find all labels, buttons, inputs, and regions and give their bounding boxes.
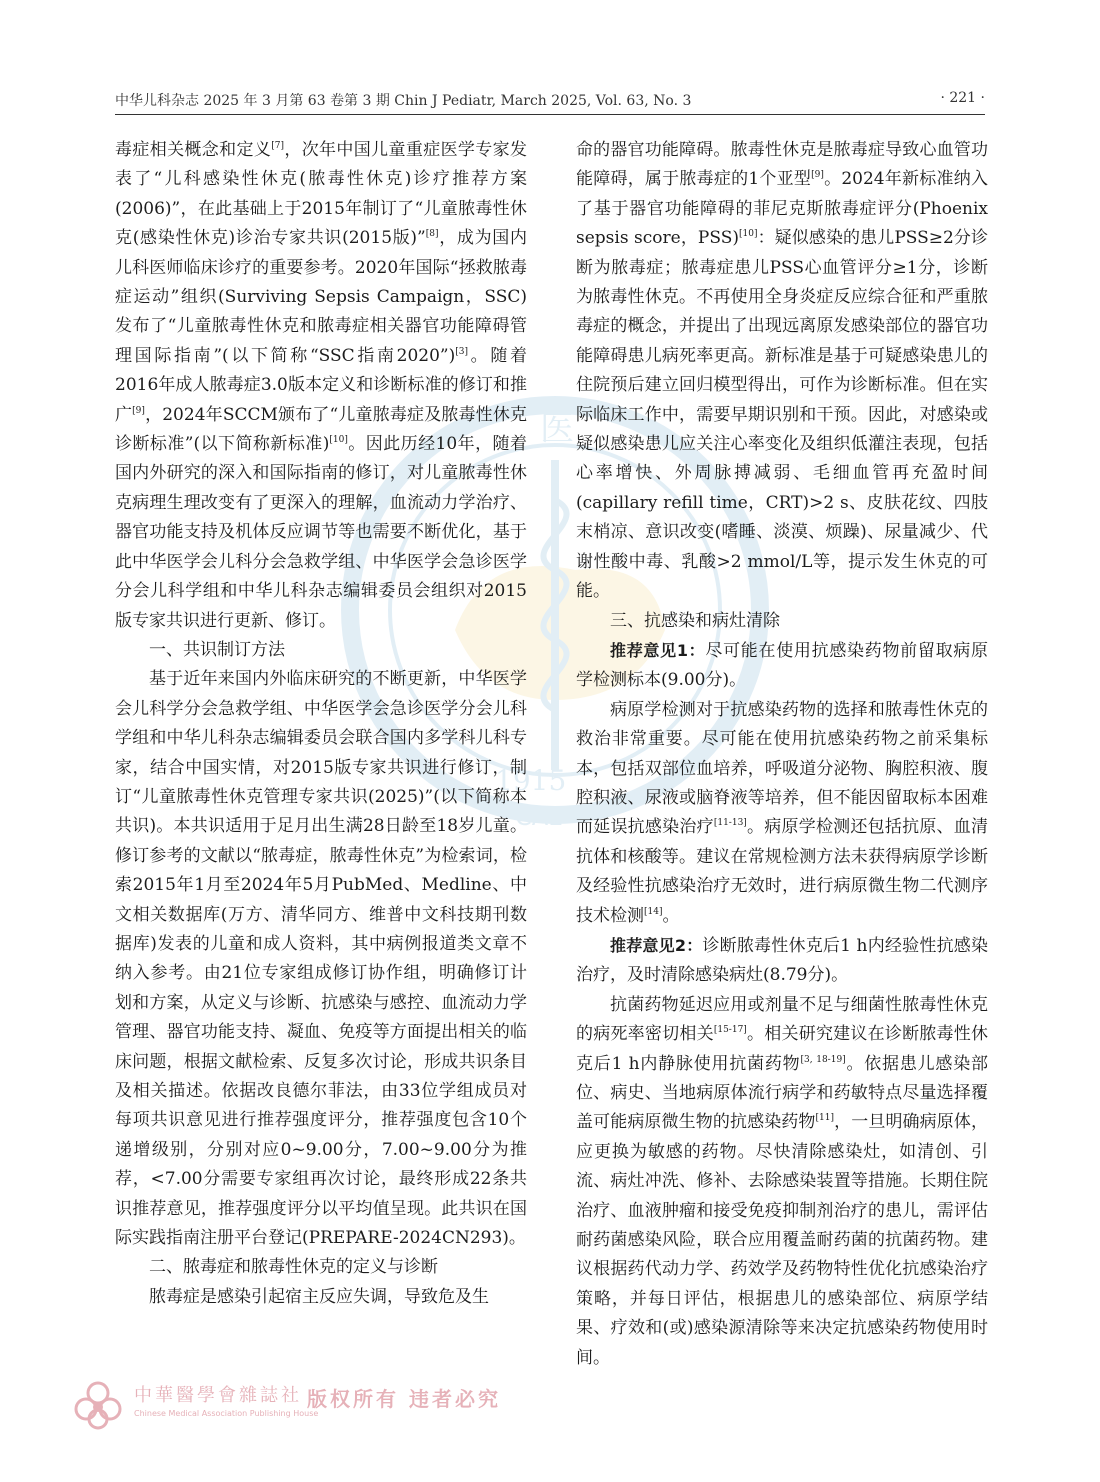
flower-logo-icon <box>72 1379 124 1431</box>
left-column <box>115 136 527 1312</box>
paragraph: 命的器官功能障碍。脓毒性休克是脓毒症导致心血管功能障碍，属于脓毒症的1个亚型[9]。2024年新标准纳入了基于器官功能障碍的菲尼克斯脓毒症评分(Phoenix sepsis score，PSS)[10]：疑似感染的患儿PSS≥2分诊断为脓毒症；脓毒症患儿PSS心血管评分≥1分，诊断为脓毒性休克。不再使用全身炎症反应综合征和严重脓毒症的概念，并提出了出现远离原发感染部位的器官功能障碍患儿病死率更高。新标准是基于可疑感染患儿的住院预后建立回归模型得出，可作为诊断标准。但在实际临床工作中，需要早期识别和干预。因此，对感染或疑似感染患儿应关注心率变化及组织低灌注表现，包括心率增快、外周脉搏减弱、毛细血管再充盈时间(capillary refill time，CRT)>2 s、皮肤花纹、四肢末梢凉、意识改变(嗜睡、淡漠、烦躁)、尿量减少、代谢性酸中毒、乳酸>2 mmol/L等，提示发生休克的可能。 <box>576 140 989 602</box>
citation: [9] <box>811 170 824 181</box>
publisher-logo <box>72 1375 501 1435</box>
recommendation-label: 推荐意见2： <box>610 935 703 955</box>
citation: [3] <box>455 346 468 357</box>
recommendation: 推荐意见1：尽可能在使用抗感染药物前留取病原学检测标本(9.00分)。 <box>576 640 989 691</box>
citation: [3, 18-19] <box>800 1054 846 1065</box>
watermark-year: 1915 <box>495 764 567 797</box>
paragraph: 基于近年来国内外临床研究的不断更新，中华医学会儿科学分会急救学组、中华医学会急诊医学分会儿科学组和中华儿科杂志编辑委员会联合国内多学科儿科专家，结合中国实情，对2015版专家共识进行修订，制订“儿童脓毒性休克管理专家共识(2025)”(以下简称本共识)。本共识适用于足月出生满28日龄至18岁儿童。修订参考的文献以“脓毒症，脓毒性休克”为检索词，检索2015年1月至2024年5月PubMed、Medline、中文相关数据库(万方、清华同方、维普中文科技期刊数据库)发表的儿童和成人资料，其中病例报道类文章不纳入参考。由21位专家组成修订协作组，明确修订计划和方案，从定义与诊断、抗感染与感控、血流动力学管理、器官功能支持、凝血、免疫等方面提出相关的临床问题，根据文献检索、反复多次讨论，形成共识条目及相关描述。依据改良德尔菲法，由33位学组成员对每项共识意见进行推荐强度评分，推荐强度包含10个递增级别，分别对应0~9.00分，7.00~9.00分为推荐，<7.00分需要专家组再次讨论，最终形成22条共识推荐意见，推荐强度评分以平均值呈现。此共识在国际实践指南注册平台登记(PREPARE-2024CN293)。 <box>115 669 527 1249</box>
section-heading: 一、共识制订方法 <box>149 639 285 660</box>
citation: [11] <box>815 1113 835 1124</box>
section-heading: 二、脓毒症和脓毒性休克的定义与诊断 <box>149 1257 438 1278</box>
recommendation-label: 推荐意见1： <box>610 640 706 660</box>
page-number: · 221 · <box>940 90 985 106</box>
journal-info: 中华儿科杂志 2025 年 3 月第 63 卷第 3 期 Chin J Pediatr, March 2025, Vol. 63, No. 3 <box>115 93 692 109</box>
watermark-text: CAL <box>515 803 562 831</box>
running-header <box>115 90 985 112</box>
citation: [15-17] <box>713 1025 747 1036</box>
recommendation: 推荐意见2：诊断脓毒性休克后1 h内经验性抗感染治疗，及时清除感染病灶(8.79分)。 <box>576 935 988 986</box>
section-heading: 三、抗感染和病灶清除 <box>610 610 780 631</box>
paragraph: 脓毒症是感染引起宿主反应失调，导致危及生 <box>149 1286 489 1307</box>
paragraph: 毒症相关概念和定义[7]，次年中国儿童重症医学专家发表了“儿科感染性休克(脓毒性休克)诊疗推荐方案(2006)”，在此基础上于2015年制订了“儿童脓毒性休克(感染性休克)诊治专家共识(2015版)”[8]，成为国内儿科医师临床诊疗的重要参考。2020年国际“拯救脓毒症运动”组织(Surviving Sepsis Campaign，SSC)发布了“儿童脓毒性休克和脓毒症相关器官功能障碍管理国际指南”(以下简称“SSC指南2020”)[3]。随着2016年成人脓毒症3.0版本定义和诊断标准的修订和推广[9]，2024年SCCM颁布了“儿童脓毒症及脓毒性休克诊断标准”(以下简称新标准)[10]。因此历经10年，随着国内外研究的深入和国际指南的修订，对儿童脓毒性休克病理生理改变有了更深入的理解，血流动力学治疗、器官功能支持及机体反应调节等也需要不断优化，基于此中华医学会儿科分会急救学组、中华医学会急诊医学分会儿科学组和中华儿科杂志编辑委员会组织对2015版专家共识进行更新、修订。 <box>115 140 528 631</box>
citation: [10] <box>329 435 348 446</box>
right-column <box>576 136 988 1373</box>
publisher-name-cn: 中華醫學會雜誌社 <box>134 1385 302 1406</box>
watermark-char: 医 <box>540 409 574 449</box>
citation: [7] <box>271 141 284 151</box>
copyright-slogan: 版权所有 违者必究 <box>307 1387 501 1411</box>
citation: [14] <box>644 906 663 917</box>
citation: [10] <box>738 229 758 240</box>
publisher-name-en: Chinese Medical Association Publishing House <box>134 1409 319 1418</box>
citation: [9] <box>132 405 145 416</box>
citation: [8] <box>425 229 439 240</box>
citation: [11-13] <box>713 818 747 829</box>
paragraph: 抗菌药物延迟应用或剂量不足与细菌性脓毒性休克的病死率密切相关[15-17]。相关研究建议在诊断脓毒性休克后1 h内静脉使用抗菌药物[3, 18-19]。依据患儿感染部位、病史、当地病原体流行病学和药敏特点尽量选择覆盖可能病原微生物的抗感染药物[11]，一旦明确病原体，应更换为敏感的药物。尽快清除感染灶，如清创、引流、病灶冲洗、修补、去除感染装置等措施。长期住院治疗、血液肿瘤和接受免疫抑制剂治疗的患儿，需评估耐药菌感染风险，联合应用覆盖耐药菌的抗菌药物。建议根据药代动力学、药效学及药物特性优化抗感染治疗策略，并每日评估，根据患儿的感染部位、病原学结果、疗效和(或)感染源清除等来决定抗感染药物使用时间。 <box>576 994 989 1368</box>
header-rule <box>115 114 985 115</box>
paragraph: 病原学检测对于抗感染药物的选择和脓毒性休克的救治非常重要。尽可能在使用抗感染药物之前采集标本，包括双部位血培养，呼吸道分泌物、胸腔积液、腹腔积液、尿液或脑脊液等培养，但不能因留取标本困难而延误抗感染治疗[11-13]。病原学检测还包括抗原、血清抗体和核酸等。建议在常规检测方法未获得病原学诊断及经验性抗感染治疗无效时，进行病原微生物二代测序技术检测[14]。 <box>576 699 989 926</box>
